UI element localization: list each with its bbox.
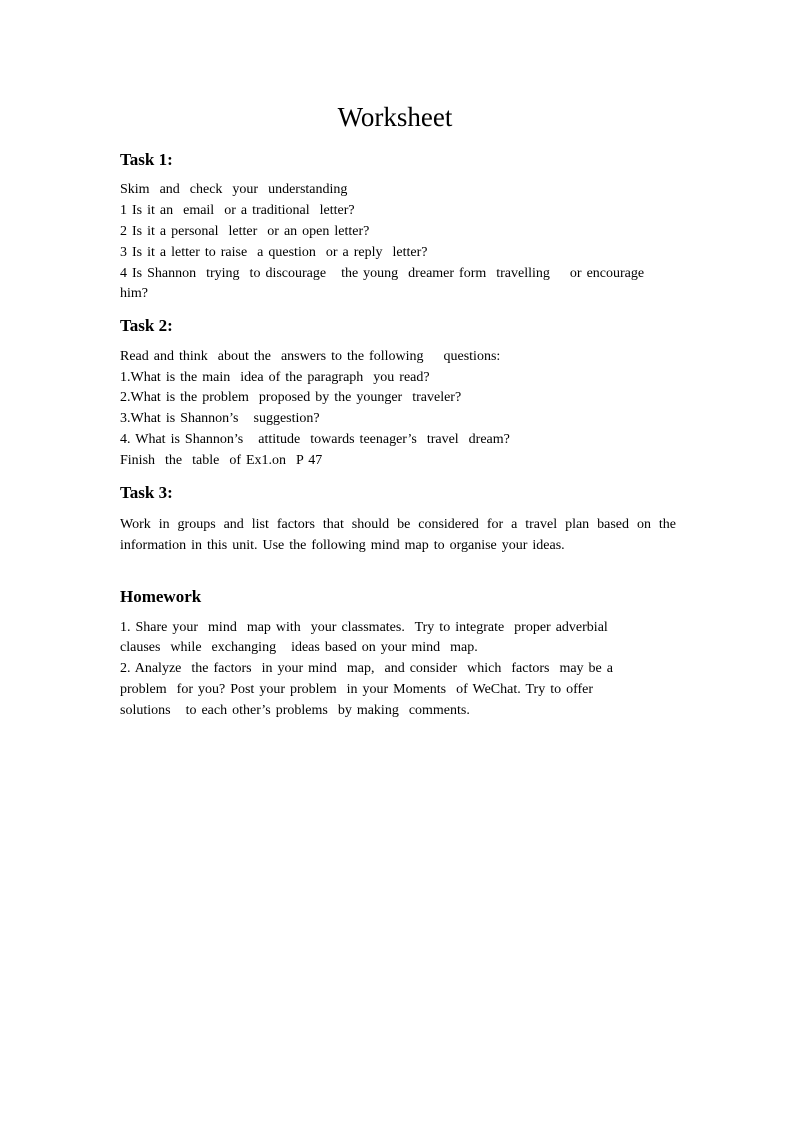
task-1-question-4-line-2: him? — [120, 286, 148, 301]
task-1-question-2: 2 Is it a personal letter or an open letter? — [120, 224, 370, 239]
task-2-question-1: 1.What is the main idea of the paragraph you read? — [120, 370, 430, 385]
task-1-question-1: 1 Is it an email or a traditional letter? — [120, 203, 355, 218]
homework-item-2-line-1: 2. Analyze the factors in your mind map, and consider which factors may be a — [120, 661, 613, 676]
homework-item-2-line-2: problem for you? Post your problem in your Moments of WeChat. Try to offer — [120, 682, 594, 697]
homework-item-2-line-3: solutions to each other’s problems by making comments. — [120, 703, 470, 718]
task-1-heading: Task 1: — [120, 150, 173, 169]
task-2-intro: Read and think about the answers to the following questions: — [120, 349, 501, 364]
homework-item-1-line-1: 1. Share your mind map with your classmates. Try to integrate proper adverbial — [120, 620, 608, 635]
task-3-paragraph: Work in groups and list factors that should be considered for a travel plan based on the information in this unit. Use the following mind map to organise your ideas. — [120, 517, 676, 553]
task-1-question-4-line-1: 4 Is Shannon trying to discourage the young dreamer form travelling or encourage — [120, 266, 645, 281]
homework-item-1-line-2: clauses while exchanging ideas based on your mind map. — [120, 640, 478, 655]
task-2-finish-instruction: Finish the table of Ex1.on P 47 — [120, 453, 323, 468]
task-1-intro: Skim and check your understanding — [120, 182, 348, 197]
task-3-heading: Task 3: — [120, 483, 173, 502]
homework-heading: Homework — [120, 587, 202, 606]
task-1-question-3: 3 Is it a letter to raise a question or a reply letter? — [120, 245, 428, 260]
task-2-heading: Task 2: — [120, 316, 173, 335]
task-2-question-3: 3.What is Shannon’s suggestion? — [120, 411, 320, 426]
task-2-question-4: 4. What is Shannon’s attitude towards teenager’s travel dream? — [120, 432, 510, 447]
task-2-question-2: 2.What is the problem proposed by the younger traveler? — [120, 390, 462, 405]
page-title: Worksheet — [337, 102, 453, 132]
